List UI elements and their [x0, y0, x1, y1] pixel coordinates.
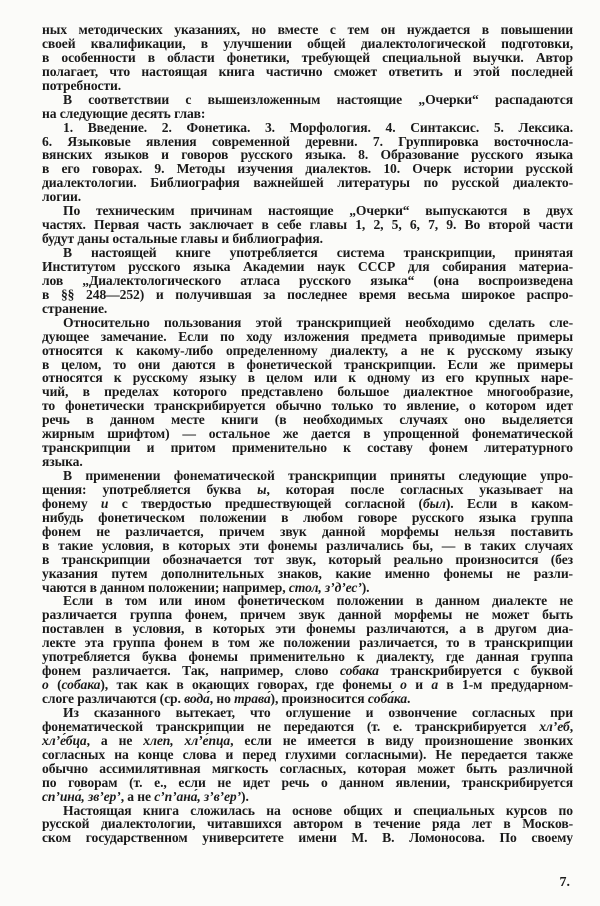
italic-transcription: стол, з’д’ес’	[288, 579, 362, 595]
italic-transcription: а	[431, 677, 439, 693]
text-line: Настоящая книга сложилась на основе общих и специальных курсов по	[63, 802, 573, 818]
text-line: жирным шрифтом) — остальное же дается в упрощенной фонематической	[42, 426, 573, 442]
text-line: фонематической транскрипции не передаются (т. е. транскрибируется хл’еб,	[42, 718, 573, 734]
text-line: Институтом русского языка Академии наук СССР для собирания материа-	[42, 258, 573, 274]
text-line: В применении фонематической транскрипции приняты следующие упро-	[63, 468, 573, 483]
text-line: обычно ассимилятивная мягкость согласных, которая может быть различной	[42, 760, 573, 776]
text-line: относятся к русскому языку в целом или к одному из его крупных наре-	[42, 370, 573, 386]
text-line: По техническим причинам настоящие „Очерки“ выпускаются в двух	[63, 203, 573, 219]
text-line: то фонетически транскрибируется обычно только то явление, о котором идет	[42, 398, 573, 414]
text-line: полагает, что настоящая книга частично сможет ответить и этой последней	[42, 63, 573, 79]
italic-transcription: вода́	[184, 691, 210, 706]
text-line: в целом, то они даются в фонетической транскрипции. Если же примеры	[42, 356, 573, 372]
text-line: Из сказанного вытекает, что оглушение и озвончение согласных при	[63, 704, 573, 720]
page-number: 7.	[559, 875, 570, 890]
text-line: частях. Первая часть заключает в себе главы 1, 2, 5, 6, 7, 9. Во второй части	[42, 217, 573, 233]
text-line: странение.	[42, 300, 108, 316]
text-line: нибудь фонетическом положении в любом говоре русского языка группа	[42, 509, 573, 525]
italic-transcription: хл’е́бца	[42, 732, 87, 748]
text-line: сп’ина́, зв’ер’, а не с’п’ана́, з’в’ер’).	[42, 788, 249, 804]
text-line: вянских языков и говоров русского языка. 8. Образование русского языка	[42, 147, 573, 163]
text-line: русской диалектологии, читавшихся автором в течение ряда лет в Москов-	[42, 816, 573, 832]
text-line: чаются в данном положении; например, стол, з’д’ес’).	[42, 579, 370, 595]
italic-transcription: с’п’ана́, з’в’ер’	[154, 788, 242, 804]
text-line: лекте эта группа фонем в том же положении различается, то в транскрипции	[42, 635, 573, 651]
italic-transcription: и	[100, 495, 109, 511]
text-line: В настоящей книге употребляется система транскрипции, принятая	[63, 245, 573, 260]
text-line: чий, в пределах которого представлено большое диалектное многообразие,	[42, 384, 573, 400]
text-line: ных методических указаниях, но вместе с тем он нуждается в повышении	[42, 22, 573, 37]
text-line: в транскрипции обозначается тот звук, который реально произносится (без	[42, 551, 573, 567]
text-line: языка.	[42, 454, 83, 470]
text-line: на следующие десять глав:	[42, 105, 206, 121]
text-line: своей квалификации, в улучшении общей диалектологической подготовки,	[42, 35, 573, 51]
text-line: диалектологии. Библиография важнейшей литературы по русской диалекто-	[42, 175, 573, 191]
text-line: 6. Языковые явления современной деревни. 7. Группировка восточносла-	[42, 133, 573, 149]
text-line: в §§ 248—252) и получившая за последнее время весьма широкое распро-	[42, 286, 573, 302]
text-line: хл’е́бца, а не хлеп, хл’е́пца, если не имеется в виду произношение звонких	[42, 732, 573, 748]
text-line: указания путем дополнительных знаков, какие именно фонемы не разли-	[42, 565, 573, 581]
text-line: лов „Диалектологического атласа русского языка“ (она воспроизведена	[42, 272, 573, 288]
text-line: Относительно пользования этой транскрипцией необходимо сделать сле-	[63, 314, 573, 330]
italic-transcription: собака	[339, 663, 379, 679]
italic-transcription: трава́	[234, 691, 271, 706]
italic-transcription: сп’ина́, зв’ер’	[42, 788, 121, 804]
text-line: различается группа фонем, причем звук данной морфемы не может быть	[42, 607, 573, 623]
italic-transcription: был	[422, 495, 446, 511]
text-line: в особенности в области фонетики, требующей специальной выучки. Автор	[42, 49, 573, 65]
italic-transcription: о	[400, 677, 407, 693]
text-line: фонем не различается, причем звук данной морфемы нельзя поставить	[42, 523, 573, 539]
document-body	[42, 23, 573, 845]
text-line: 1. Введение. 2. Фонетика. 3. Морфология. 4. Синтаксис. 5. Лексика.	[63, 119, 573, 135]
text-line: Если в том или ином фонетическом положении в данном диалекте не	[63, 593, 573, 609]
text-line: фонем различается. Так, например, слово собака транскрибируется с буквой	[42, 663, 573, 679]
text-line: дующее замечание. Если по ходу изложения предмета приводимые примеры	[42, 328, 573, 344]
italic-transcription: собака	[61, 677, 101, 693]
text-line: о (собака), так как в окающих говорах, где фонемы о и а в 1-м предударном-	[42, 677, 573, 693]
italic-transcription: о	[42, 677, 49, 693]
text-line: употребляется буква фонемы применительно к диалекту, где данная группа	[42, 649, 573, 665]
text-line: речь в данном месте книги (в необходимых случаях оно выделяется	[42, 412, 573, 428]
text-line: потребности.	[42, 77, 122, 93]
text-line: транскрипции и притом применительно к составу фонем литературного	[42, 440, 573, 456]
text-line: логии.	[42, 189, 82, 205]
text-line: в такие условия, в которых эти фонемы различались бы, — в таких случаях	[42, 537, 573, 553]
text-line: в его говорах. 9. Методы изучения диалектов. 10. Очерк истории русской	[42, 161, 573, 177]
text-line: по говорам (т. е., если не идет речь о данном явлении, транскрибируется	[42, 774, 573, 790]
text-line: поставлен в условия, в которых эти фонемы различаются, а в другом диа-	[42, 621, 573, 637]
italic-transcription: хл’еб	[539, 718, 570, 734]
text-line: относятся к какому-либо определенному диалекту, а не к русскому языку	[42, 342, 573, 358]
text-line: будут даны остальные главы и библиография.	[42, 231, 323, 247]
text-line: согласных на конце слова и перед глухими согласными). Не передается также	[42, 746, 573, 762]
text-line: фонему и с твердостью предшествующей согласной (был). Если в каком-	[42, 495, 573, 511]
italic-transcription: хлеп, хл’е́пца	[143, 732, 231, 748]
text-line: слоге различаются (ср. вода́, но трава́), произносится coба́ка.	[42, 691, 411, 706]
text-line: ском государственном университете имени М. В. Ломоносова. По своему	[42, 830, 573, 846]
text-line: щения: употребляется буква ы, которая после согласных указывает на	[42, 481, 573, 497]
italic-transcription: ы	[257, 481, 267, 497]
italic-transcription: coба́ка	[367, 691, 408, 706]
text-line: В соответствии с вышеизложенным настоящие „Очерки“ распадаются	[63, 91, 573, 107]
